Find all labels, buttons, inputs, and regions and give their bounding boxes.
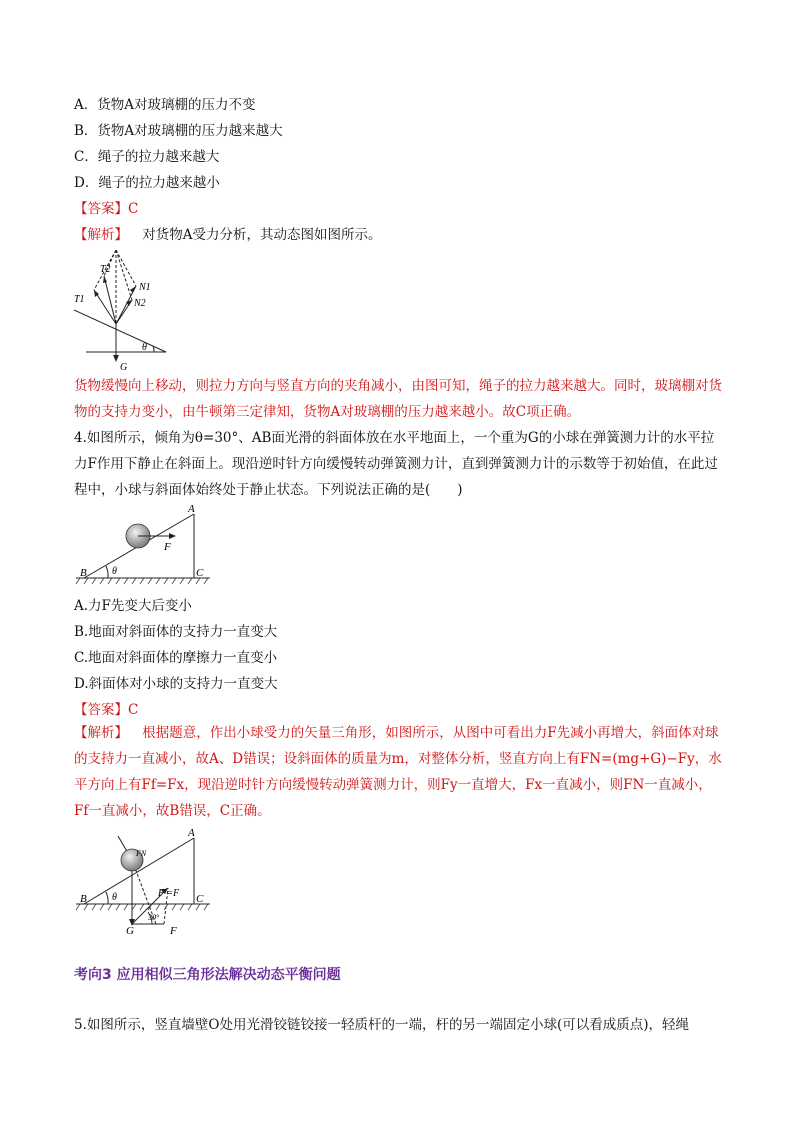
point-b-label: B [80, 893, 87, 905]
t1-label: T1 [74, 294, 85, 305]
answer-tag: 【答案】 [74, 702, 128, 718]
answer-value: C [128, 702, 139, 718]
f-prime-label: F′=F [158, 888, 180, 899]
q4-answer [74, 701, 138, 719]
g-label: G [126, 925, 134, 936]
answer-tag: 【答案】 [74, 201, 128, 217]
f-label: F [170, 925, 177, 936]
point-c-label: C [196, 893, 204, 905]
n2-label: N2 [134, 298, 146, 309]
g-label: G [120, 362, 128, 373]
q4-option-a: A.力F先变大后变小 [74, 598, 192, 614]
analysis-text: 对货物A受力分析，其动态图如图所示。 [142, 227, 382, 243]
theta-label: θ [112, 566, 117, 577]
q3-option-c: C．绳子的拉力越来越大 [74, 149, 220, 165]
point-a-label: A [188, 503, 195, 515]
force-diagram-1 [74, 250, 174, 375]
q3-analysis [74, 226, 382, 244]
theta-label: θ [112, 892, 117, 903]
point-a-label: A [188, 827, 195, 839]
q4-option-c: C.地面对斜面体的摩擦力一直变小 [74, 650, 278, 666]
analysis-text: 根据题意，作出小球受力的矢量三角形，如图所示，从图中可看出力F先减小再增大，斜面体对球的支持力一直减小，故A、D错误；设斜面体的质量为m，对整体分析，竖直方向上有FN=(mg+G)−Fy，水平方向上有Ff=Fx，现沿逆时针方向缓慢转动弹簧测力计，则Fy一直增大，Fx一直减小，则FN一直减小，Ff一直减小，故B错误，C正确。 [74, 725, 722, 819]
section-heading: 考向3 应用相似三角形法解决动态平衡问题 [74, 967, 341, 983]
q3-option-d: D．绳子的拉力越来越小 [74, 175, 220, 191]
point-c-label: C [196, 567, 204, 579]
point-b-label: B [80, 567, 87, 579]
q3-conclusion: 货物缓慢向上移动，则拉力方向与竖直方向的夹角减小，由图可知，绳子的拉力越来越大。同时，玻璃棚对货物的支持力变小，由牛顿第三定律知，货物A对玻璃棚的压力越来越小。故C项正确。 [74, 378, 722, 420]
angle-30-label: 30° [148, 913, 160, 922]
q4-option-d: D.斜面体对小球的支持力一直变大 [74, 676, 278, 692]
fn-label: FN [136, 849, 147, 858]
q3-option-a: A．货物A对玻璃棚的压力不变 [74, 97, 256, 113]
force-f-label: F [164, 541, 171, 553]
theta-label: θ [142, 342, 147, 353]
q3-answer [74, 200, 138, 218]
incline-diagram-1 [74, 500, 214, 592]
analysis-tag: 【解析】 [74, 227, 128, 243]
q4-stem: 4.如图所示，倾角为θ=30°、AB面光滑的斜面体放在水平地面上，一个重为G的小球在弹簧测力计的水平拉力F作用下静止在斜面上。现沿逆时针方向缓慢转动弹簧测力计，直到弹簧测力计的示数等于初始值，在此过程中，小球与斜面体始终处于静止状态。下列说法正确的是( ) [74, 430, 718, 498]
analysis-tag: 【解析】 [74, 725, 128, 741]
answer-value: C [128, 201, 139, 217]
n1-label: N1 [139, 282, 151, 293]
q5-stem: 5.如图所示，竖直墙壁O处用光滑铰链铰接一轻质杆的一端，杆的另一端固定小球(可以看成质点)，轻绳 [74, 1017, 689, 1033]
q4-option-b: B.地面对斜面体的支持力一直变大 [74, 624, 278, 640]
q4-analysis [74, 720, 726, 824]
q3-option-b: B．货物A对玻璃棚的压力越来越大 [74, 123, 283, 139]
t2-label: T2 [100, 264, 111, 275]
vector-triangle-diagram [74, 826, 224, 936]
